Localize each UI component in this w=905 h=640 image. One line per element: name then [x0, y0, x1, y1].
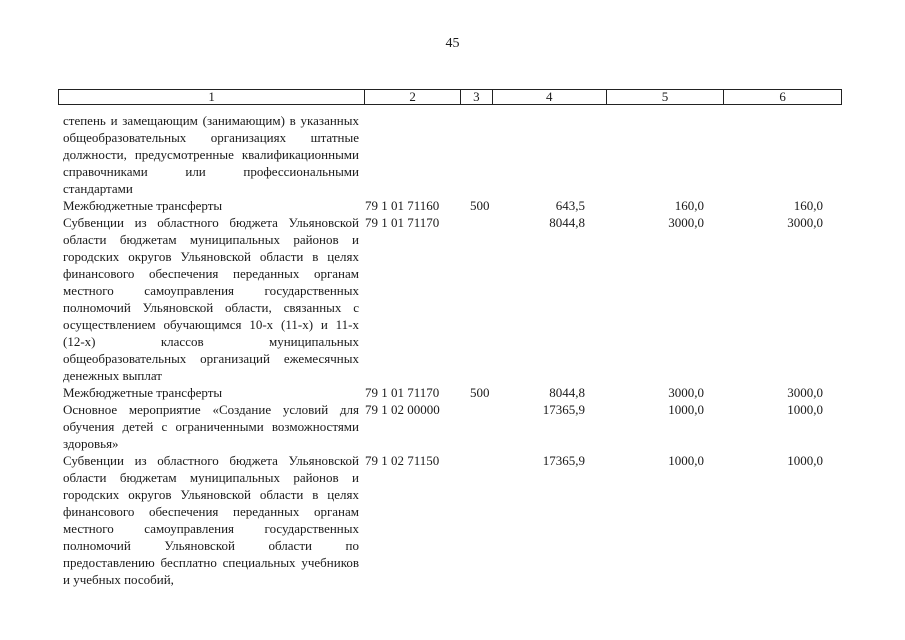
row-value-4: 643,5: [555, 198, 585, 213]
row-name: Межбюджетные трансферты: [63, 385, 223, 400]
header-col-6: 6: [779, 89, 786, 104]
row-value-4: 17365,9: [542, 453, 585, 468]
row-code: 79 1 01 71170: [365, 215, 440, 230]
row-name: Межбюджетные трансферты: [63, 198, 223, 213]
row-value-6: 1000,0: [787, 453, 823, 468]
row-value-5: 1000,0: [668, 402, 704, 417]
row-name: Субвенции из областного бюджета Ульяновской области бюджетам муниципальных районов и городских округов Ульяновской области в целях финансового обеспечения переданных органам местного самоуправления государственных полномочий Ульяновской области по предоставлению бесплатно специальных учебников и учебных пособий,: [63, 453, 359, 587]
table-body: [63, 112, 853, 588]
table-row: [63, 214, 853, 384]
table-row: [63, 197, 853, 214]
row-name: степень и замещающим (занимающим) в указанных общеобразовательных организациях штатные должности, предусмотренные квалификационными справочниками или профессиональными стандартами: [63, 113, 359, 196]
row-code: 79 1 02 00000: [365, 402, 440, 417]
table-header: [58, 89, 842, 105]
row-code: 79 1 01 71160: [365, 198, 440, 213]
table-row: [63, 384, 853, 401]
row-name: Субвенции из областного бюджета Ульяновской области бюджетам муниципальных районов и городских округов Ульяновской области в целях финансового обеспечения переданных органам местного самоуправления государственных полномочий Ульяновской области, связанных с осуществлением обучающимся 10-х (11-х) и 11-х (12-х) классов муниципальных общеобразовательных организаций ежемесячных денежных выплат: [63, 215, 359, 383]
row-value-4: 8044,8: [549, 385, 585, 400]
row-vr: 500: [470, 198, 490, 213]
header-col-1: 1: [59, 90, 365, 104]
row-value-5: 1000,0: [668, 453, 704, 468]
row-vr: 500: [470, 385, 490, 400]
header-col-3: 3: [461, 90, 493, 104]
header-col-4: 4: [493, 90, 607, 104]
header-col-2: 2: [365, 90, 461, 104]
row-value-6: 1000,0: [787, 402, 823, 417]
table-row: [63, 452, 853, 588]
row-value-5: 160,0: [674, 198, 704, 213]
row-value-4: 17365,9: [542, 402, 585, 417]
row-value-6: 160,0: [793, 198, 823, 213]
page-number: 45: [445, 36, 460, 51]
header-col-5: 5: [607, 90, 725, 104]
row-value-6: 3000,0: [787, 385, 823, 400]
row-code: 79 1 01 71170: [365, 385, 440, 400]
row-value-5: 3000,0: [668, 215, 704, 230]
row-name: Основное мероприятие «Создание условий для обучения детей с ограниченными возможностями здоровья»: [63, 402, 359, 451]
row-value-6: 3000,0: [787, 215, 823, 230]
row-code: 79 1 02 71150: [365, 453, 440, 468]
table-row: [63, 401, 853, 452]
row-value-4: 8044,8: [549, 215, 585, 230]
table-row: [63, 112, 853, 197]
row-value-5: 3000,0: [668, 385, 704, 400]
